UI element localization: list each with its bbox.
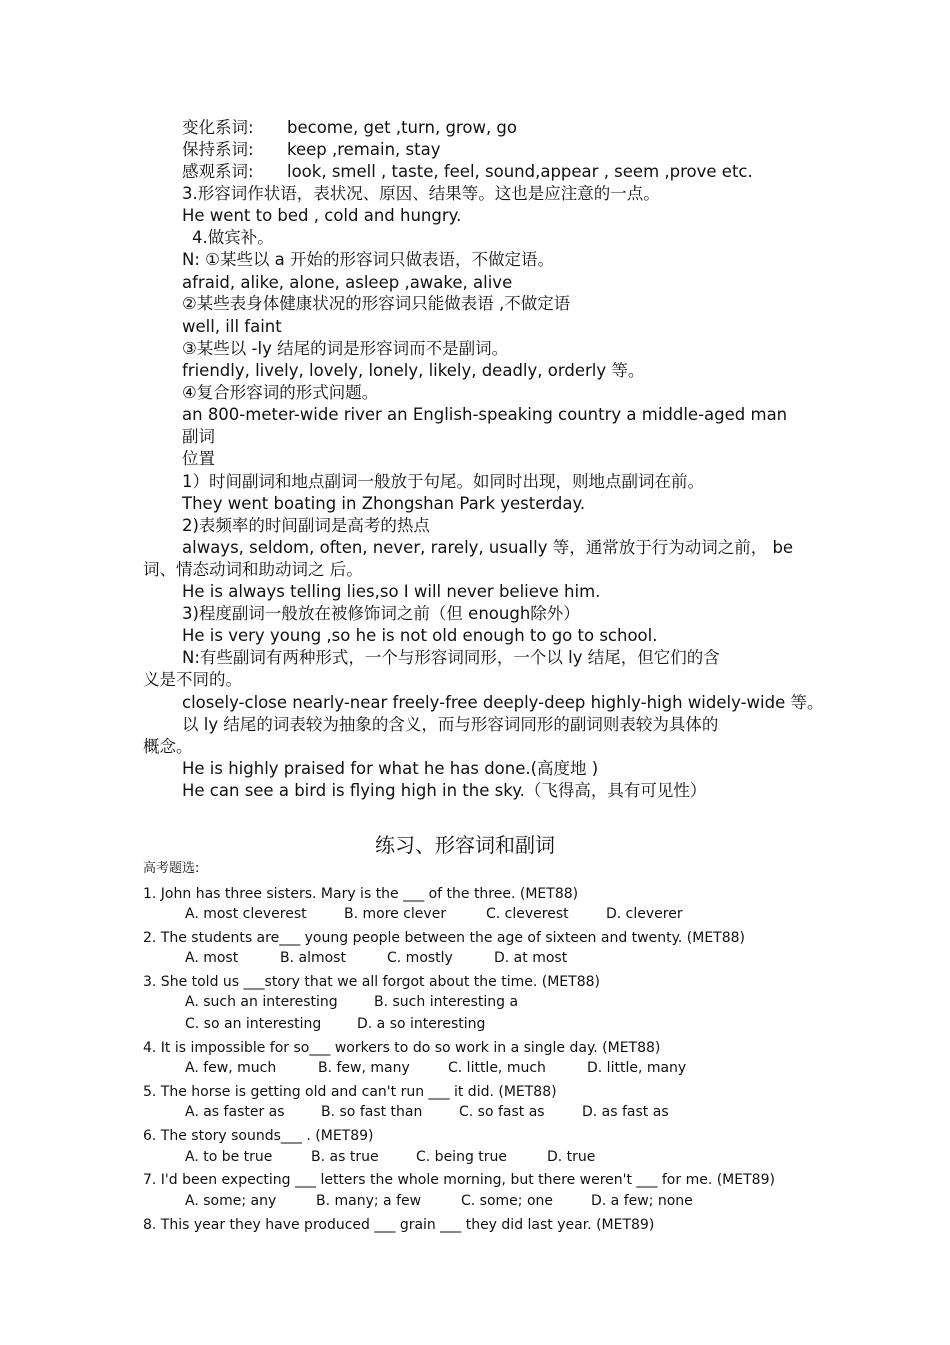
option-d: D. little, many [587,1060,687,1076]
line-29: He is highly praised for what he has done.(高度地 ) [182,759,599,778]
option-d: D. true [547,1149,596,1165]
line-18: 2)表频率的时间副词是高考的热点 [182,516,430,535]
option-b: B. more clever [344,906,447,922]
question-1: 1. John has three sisters. Mary is the ___ of the three. (MET88) [143,886,579,902]
question-6: 6. The story sounds___ . (MET89) [143,1128,374,1144]
line-label: 感观系词: [182,162,254,181]
question-8: 8. This year they have produced ___ grain ___ they did last year. (MET89) [143,1217,655,1233]
line-label: 变化系词: [182,118,254,137]
question-2: 2. The students are___ young people between the age of sixteen and twenty. (MET88) [143,930,745,946]
option-d: D. as fast as [582,1104,669,1120]
line-15: 位置 [182,449,215,468]
option-d: D. a few; none [591,1193,693,1209]
option-b: B. such interesting a [374,994,519,1010]
line-2 [182,162,753,182]
line-text: keep ,remain, stay [287,140,441,159]
line-17: They went boating in Zhongshan Park yesterday. [182,494,586,513]
option-c: C. little, much [448,1060,546,1076]
question-7: 7. I'd been expecting ___ letters the whole morning, but there weren't ___ for me. (MET89) [143,1172,775,1188]
option-c: C. cleverest [486,906,569,922]
option-d: D. at most [494,950,568,966]
line-3: 3.形容词作状语，表状况、原因、结果等。这也是应注意的一点。 [182,184,660,203]
exercise-subtitle: 高考题选: [143,861,200,876]
question-4: 4. It is impossible for so___ workers to do so work in a single day. (MET88) [143,1040,661,1056]
line-text: look, smell , taste, feel, sound,appear , seem ,prove etc. [287,162,753,181]
question-3: 3. She told us ___story that we all forgot about the time. (MET88) [143,974,600,990]
line-12: ④复合形容词的形式问题。 [182,383,379,402]
option-a: A. to be true [185,1149,273,1165]
line-16: 1）时间副词和地点副词一般放于句尾。如同时出现，则地点副词在前。 [182,472,704,491]
line-21: He is always telling lies,so I will never believe him. [182,582,601,601]
line-23: He is very young ,so he is not old enough to go to school. [182,626,658,645]
line-22: 3)程度副词一般放在被修饰词之前（但 enough除外） [182,604,580,623]
line-26: closely-close nearly-near freely-free deeply-deep highly-high widely-wide 等。 [182,693,824,712]
option-b: B. few, many [318,1060,410,1076]
option-c: C. some; one [461,1193,554,1209]
option-a: A. as faster as [185,1104,285,1120]
line-0 [182,118,518,138]
line-8: ②某些表身体健康状况的形容词只能做表语 ,不做定语 [182,294,571,313]
line-13: an 800-meter-wide river an English-speaking country a middle-aged man [182,405,788,424]
option-b: B. so fast than [321,1104,423,1120]
line-7: afraid, alike, alone, asleep ,awake, alive [182,273,513,292]
line-11: friendly, lively, lovely, lonely, likely, deadly, orderly 等。 [182,361,645,380]
option-c: C. so fast as [459,1104,545,1120]
line-label: 保持系词: [182,140,254,159]
question-5: 5. The horse is getting old and can't run ___ it did. (MET88) [143,1084,557,1100]
line-10: ③某些以 -ly 结尾的词是形容词而不是副词。 [182,339,509,358]
option-a: A. such an interesting [185,994,338,1010]
line-20: 词、情态动词和助动词之 后。 [143,560,363,579]
line-24: N:有些副词有两种形式，一个与形容词同形，一个以 ly 结尾，但它们的含 [182,648,720,667]
line-5: 4.做宾补。 [192,228,274,247]
option-c: C. mostly [387,950,453,966]
line-14: 副词 [182,427,215,446]
option-a: A. most cleverest [185,906,307,922]
line-19: always, seldom, often, never, rarely, usually 等，通常放于行为动词之前， be [182,538,794,557]
option-b: B. almost [280,950,346,966]
line-28: 概念。 [143,737,193,756]
line-9: well, ill faint [182,317,282,336]
line-4: He went to bed , cold and hungry. [182,206,462,225]
option-d: D. cleverer [606,906,683,922]
line-25: 义是不同的。 [143,670,242,689]
option-c: C. being true [416,1149,508,1165]
option-b: B. many; a few [316,1193,422,1209]
line-30: He can see a bird is flying high in the sky.（飞得高，具有可见性） [182,781,707,800]
option-d: D. a so interesting [357,1016,486,1032]
option-a: A. some; any [185,1193,277,1209]
line-1 [182,140,441,160]
line-27: 以 ly 结尾的词表较为抽象的含义，而与形容词同形的副词则表较为具体的 [182,715,719,734]
line-text: become, get ,turn, grow, go [287,118,518,137]
exercise-title: 练习、形容词和副词 [375,833,555,857]
option-a: A. most [185,950,239,966]
option-a: A. few, much [185,1060,277,1076]
option-c: C. so an interesting [185,1016,322,1032]
option-b: B. as true [311,1149,379,1165]
line-6: N: ①某些以 a 开始的形容词只做表语，不做定语。 [182,250,555,269]
